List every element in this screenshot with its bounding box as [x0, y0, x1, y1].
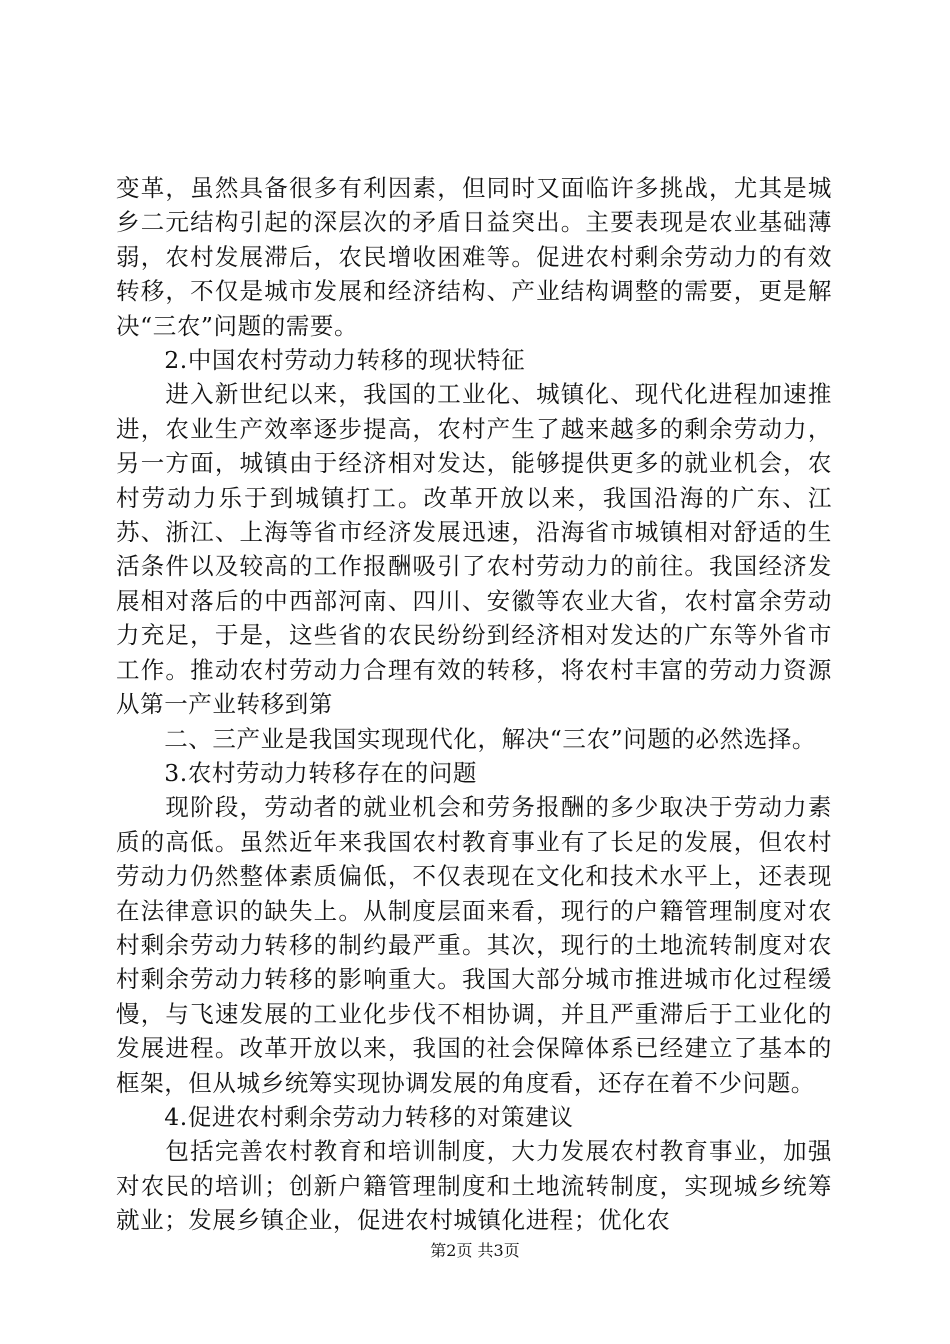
paragraph-section-2: 进入新世纪以来，我国的工业化、城镇化、现代化进程加速推进，农业生产效率逐步提高，农村产生了越来越多的剩余劳动力，另一方面，城镇由于经济相对发达，能够提供更多的就业机会，农村劳动力乐于到城镇打工。改革开放以来，我国沿海的广东、江苏、浙江、上海等省市经济发展迅速，沿海省市城镇相对舒适的生活条件以及较高的工作报酬吸引了农村劳动力的前往。我国经济发展相对落后的中西部河南、四川、安徽等农业大省，农村富余劳动力充足，于是，这些省的农民纷纷到经济相对发达的广东等外省市工作。推动农村劳动力合理有效的转移，将农村丰富的劳动力资源从第一产业转移到第 — [116, 380, 832, 719]
document-body — [116, 171, 832, 1238]
page-number-footer: 第2页 共3页 — [430, 1241, 520, 1260]
paragraph-intro-continued: 变革，虽然具备很多有利因素，但同时又面临许多挑战，尤其是城乡二元结构引起的深层次的矛盾日益突出。主要表现是农业基础薄弱，农村发展滞后，农民增收困难等。促进农村剩余劳动力的有效转移，不仅是城市发展和经济结构、产业结构调整的需要，更是解决“三农”问题的需要。 — [116, 174, 832, 340]
paragraph-section-3: 现阶段，劳动者的就业机会和劳务报酬的多少取决于劳动力素质的高低。虽然近年来我国农村教育事业有了长足的发展，但农村劳动力仍然整体素质偏低，不仅表现在文化和技术水平上，还表现在法律意识的缺失上。从制度层面来看，现行的户籍管理制度对农村剩余劳动力转移的制约最严重。其次，现行的土地流转制度对农村剩余劳动力转移的影响重大。我国大部分城市推进城市化过程缓慢，与飞速发展的工业化步伐不相协调，并且严重滞后于工业化的发展进程。改革开放以来，我国的社会保障体系已经建立了基本的框架，但从城乡统筹实现协调发展的角度看，还存在着不少问题。 — [116, 793, 832, 1097]
section-heading-2: 2.中国农村劳动力转移的现状特征 — [116, 346, 526, 375]
section-heading-3: 3.农村劳动力转移存在的问题 — [116, 758, 478, 787]
paragraph-section-4: 包括完善农村教育和培训制度，大力发展农村教育事业，加强对农民的培训；创新户籍管理制度和土地流转制度，实现城乡统筹就业；发展乡镇企业，促进农村城镇化进程；优化农 — [116, 1137, 832, 1235]
paragraph-section-2-continued: 二、三产业是我国实现现代化，解决“三农”问题的必然选择。 — [116, 724, 817, 753]
section-heading-4: 4.促进农村剩余劳动力转移的对策建议 — [116, 1102, 574, 1131]
